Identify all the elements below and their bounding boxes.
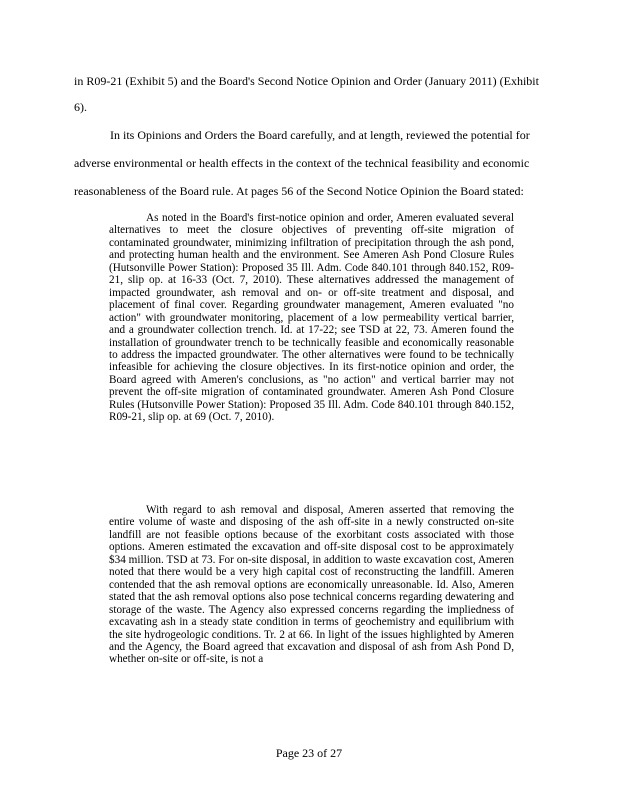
block-quote-1: [109, 212, 514, 424]
page-number-footer: Page 23 of 27: [275, 746, 343, 760]
quote-paragraph: With regard to ash removal and disposal, Ameren asserted that removing the entire volume of waste and disposing of the ash off-site in a newly constructed on-site landfill are not feasible options because of the exorbitant costs associated with those options. Ameren estimated the excavation and off-site disposal cost to be approximately $34 million. TSD at 73. For on-site disposal, in addition to waste excavation cost, Ameren noted that there would be a very high capital cost of reconstructing the landfill. Ameren contended that the ash removal options are economically unreasonable. Id. Also, Ameren stated that the ash removal options also pose technical concerns regarding dewatering and storage of the waste. The Agency also expressed concerns regarding the impliedness of excavating ash in a steady state condition in terms of geochemistry and equilibrium with the site hydrogeologic conditions. Tr. 2 at 66. In light of the issues highlighted by Ameren and the Agency, the Board agreed that excavation and disposal of ash from Ash Pond D, whether on-site or off-site, is not a: [109, 504, 514, 666]
paragraph-line-2: adverse environmental or health effects in the context of the technical feasibility and economic: [74, 156, 530, 170]
intro-line-2: 6).: [74, 100, 87, 114]
paragraph-line-1: In its Opinions and Orders the Board carefully, and at length, reviewed the potential for: [110, 128, 530, 142]
block-quote-2: [109, 504, 514, 666]
intro-line-1: in R09-21 (Exhibit 5) and the Board's Second Notice Opinion and Order (January 2011) (Exhibit: [74, 74, 539, 88]
quote-paragraph: As noted in the Board's first-notice opinion and order, Ameren evaluated several alternatives to meet the closure objectives of preventing off-site migration of contaminated groundwater, minimizing infiltration of precipitation through the ash pond, and protecting human health and the environment. See Ameren Ash Pond Closure Rules (Hutsonville Power Station): Proposed 35 Ill. Adm. Code 840.101 through 840.152, R09-21, slip op. at 16-33 (Oct. 7, 2010). These alternatives addressed the management of impacted groundwater, ash removal and on- or off-site treatment and disposal, and placement of final cover. Regarding groundwater management, Ameren evaluated "no action" with groundwater monitoring, placement of a low permeability vertical barrier, and a groundwater collection trench. Id. at 17-22; see TSD at 22, 73. Ameren found the installation of groundwater trench to be technically feasible and economically reasonable to address the impacted groundwater. The other alternatives were found to be technically infeasible for achieving the closure objectives. In its first-notice opinion and order, the Board agreed with Ameren's conclusions, as "no action" and vertical barrier may not prevent the off-site migration of contaminated groundwater. Ameren Ash Pond Closure Rules (Hutsonville Power Station): Proposed 35 Ill. Adm. Code 840.101 through 840.152, R09-21, slip op. at 69 (Oct. 7, 2010).: [109, 212, 514, 424]
paragraph-line-3: reasonableness of the Board rule. At pages 56 of the Second Notice Opinion the Board stated:: [74, 184, 524, 198]
